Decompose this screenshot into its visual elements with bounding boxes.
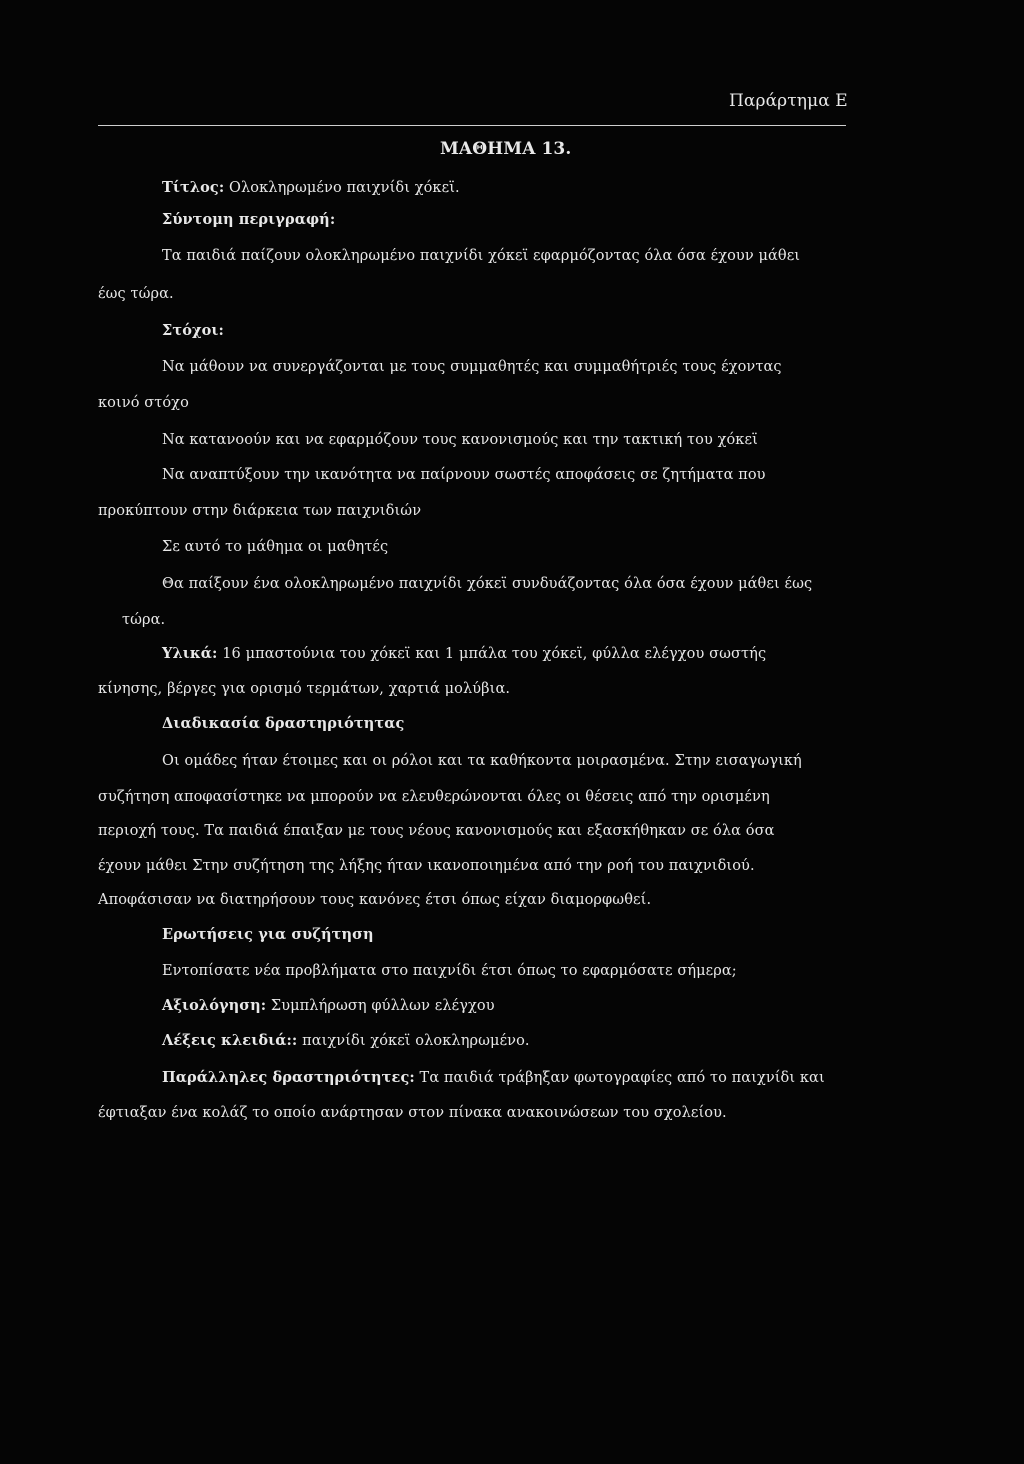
procedure-heading: Διαδικασία δραστηριότητας <box>162 715 405 732</box>
procedure-text-4: έχουν μάθει Στην συζήτηση της λήξης ήταν ικανοποιημένα από την ροή του παιχνιδιού. <box>98 858 755 874</box>
materials-text: 16 μπαστούνια του χόκεϊ και 1 μπάλα του χόκεϊ, φύλλα ελέγχου σωστής <box>217 646 767 662</box>
summary-heading: Σύντομη περιγραφή: <box>162 211 336 228</box>
procedure-text-2: συζήτηση αποφασίστηκε να μπορούν να ελευθερώνονται όλες οι θέσεις από την ορισμένη <box>98 789 770 805</box>
goal-1-line-2: κοινό στόχο <box>98 395 189 411</box>
students-text-1: Θα παίξουν ένα ολοκληρωμένο παιχνίδι χόκεϊ συνδυάζοντας όλα όσα έχουν μάθει έως <box>162 576 813 592</box>
goals-heading: Στόχοι: <box>162 322 224 339</box>
assessment-text: Συμπλήρωση φύλλων ελέγχου <box>266 998 495 1014</box>
goal-1-line-1: Να μάθουν να συνεργάζονται με τους συμμαθητές και συμμαθήτριές τους έχοντας <box>162 359 782 375</box>
assessment-label: Αξιολόγηση: <box>162 997 267 1014</box>
students-intro: Σε αυτό το μάθημα οι μαθητές <box>162 539 389 555</box>
question-1: Εντοπίσατε νέα προβλήματα στο παιχνίδι έτσι όπως το εφαρμόσατε σήμερα; <box>162 963 737 979</box>
materials-line-1 <box>162 644 766 664</box>
goal-2: Να κατανοούν και να εφαρμόζουν τους κανονισμούς και την τακτική του χόκεϊ <box>162 432 758 448</box>
title-line <box>162 178 460 198</box>
students-text-2: τώρα. <box>122 612 166 628</box>
summary-text-1: Τα παιδιά παίζουν ολοκληρωμένο παιχνίδι χόκεϊ εφαρμόζοντας όλα όσα έχουν μάθει <box>162 248 801 264</box>
header-rule <box>98 125 846 126</box>
procedure-text-5: Αποφάσισαν να διατηρήσουν τους κανόνες έτσι όπως είχαν διαμορφωθεί. <box>98 892 652 908</box>
procedure-text-3: περιοχή τους. Τα παιδιά έπαιξαν με τους νέους κανονισμούς και εξασκήθηκαν σε όλα όσα <box>98 823 775 839</box>
assessment-line <box>162 996 495 1016</box>
goal-3-line-2: προκύπτουν στην διάρκεια των παιχνιδιών <box>98 503 422 519</box>
parallel-activities-text: Τα παιδιά τράβηξαν φωτογραφίες από το παιχνίδι και <box>414 1070 825 1086</box>
title-label: Τίτλος: <box>162 179 225 196</box>
keywords-text: παιχνίδι χόκεϊ ολοκληρωμένο. <box>297 1033 530 1049</box>
questions-heading: Ερωτήσεις για συζήτηση <box>162 926 374 943</box>
keywords-line <box>162 1031 530 1051</box>
goal-3-line-1: Να αναπτύξουν την ικανότητα να παίρνουν σωστές αποφάσεις σε ζητήματα που <box>162 467 766 483</box>
appendix-label: Παράρτημα Ε <box>729 91 848 111</box>
procedure-text-1: Οι ομάδες ήταν έτοιμες και οι ρόλοι και τα καθήκοντα μοιρασμένα. Στην εισαγωγική <box>162 753 802 769</box>
lesson-title: ΜΑΘΗΜΑ 13. <box>440 139 572 159</box>
parallel-activities-label: Παράλληλες δραστηριότητες: <box>162 1069 415 1086</box>
keywords-label: Λέξεις κλειδιά:: <box>162 1032 298 1049</box>
title-value: Ολοκληρωμένο παιχνίδι χόκεϊ. <box>224 180 460 196</box>
materials-line-2: κίνησης, βέργες για ορισμό τερμάτων, χαρτιά μολύβια. <box>98 681 511 697</box>
materials-label: Υλικά: <box>162 645 218 662</box>
parallel-activities-line-1 <box>162 1068 825 1088</box>
summary-text-2: έως τώρα. <box>98 286 174 302</box>
parallel-activities-line-2: έφτιαξαν ένα κολάζ το οποίο ανάρτησαν στον πίνακα ανακοινώσεων του σχολείου. <box>98 1105 727 1121</box>
